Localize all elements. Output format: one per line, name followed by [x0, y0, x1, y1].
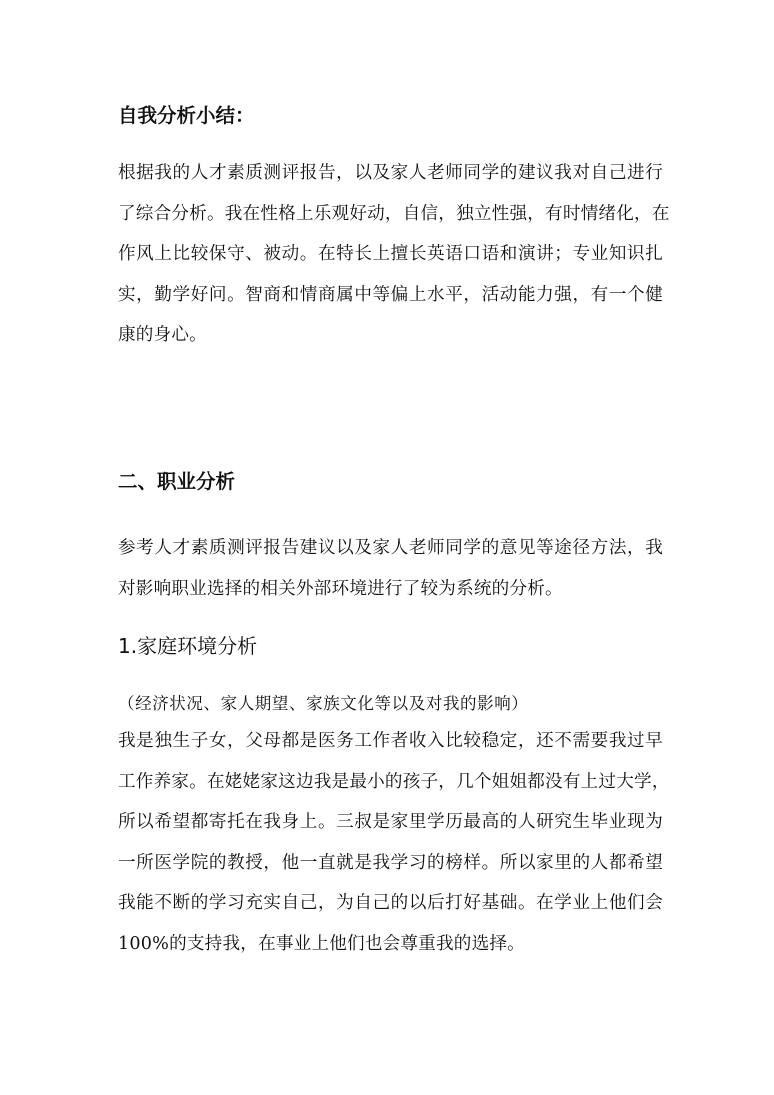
family-environment-heading: 1.家庭环境分析 [118, 634, 258, 658]
paragraph-line: 作风上比较保守、被动。在特长上擅长英语口语和演讲；专业知识扎 [118, 244, 663, 264]
paragraph-line: 对影响职业选择的相关外部环境进行了较为系统的分析。 [118, 578, 563, 599]
paragraph-line: 了综合分析。我在性格上乐观好动，自信，独立性强，有时情绪化，在 [118, 203, 670, 224]
paragraph-line: 我是独生子女，父母都是医务工作者收入比较稳定，还不需要我过早 [118, 731, 663, 751]
paragraph-line: 所以希望都寄托在我身上。三叔是家里学历最高的人研究生毕业现为 [118, 812, 663, 832]
career-analysis-heading: 二、职业分析 [118, 470, 236, 493]
paragraph-line: 一所医学院的教授，他一直就是我学习的榜样。所以家里的人都希望 [118, 852, 663, 873]
paragraph-line: 实，勤学好问。智商和情商属中等偏上水平，活动能力强，有一个健 [118, 284, 663, 305]
paragraph-line: 参考人才素质测评报告建议以及家人老师同学的意见等途径方法，我 [118, 538, 663, 558]
self-analysis-paragraph [118, 153, 670, 356]
paragraph-line: 康的身心。 [118, 325, 207, 345]
paragraph-line: 工作养家。在姥姥家这边我是最小的孩子，几个姐姐都没有上过大学， [118, 771, 670, 792]
family-environment-note: （经济状况、家人期望、家族文化等以及对我的影响） [118, 694, 529, 713]
self-analysis-summary-heading: 自我分析小结： [118, 104, 255, 127]
paragraph-line: 根据我的人才素质测评报告，以及家人老师同学的建议我对自己进行 [118, 163, 663, 183]
career-analysis-paragraph [118, 528, 663, 609]
paragraph-line: 100%的支持我，在事业上他们也会尊重我的选择。 [118, 933, 525, 954]
paragraph-line: 我能不断的学习充实自己，为自己的以后打好基础。在学业上他们会 [118, 893, 663, 913]
family-environment-paragraph [118, 721, 670, 964]
